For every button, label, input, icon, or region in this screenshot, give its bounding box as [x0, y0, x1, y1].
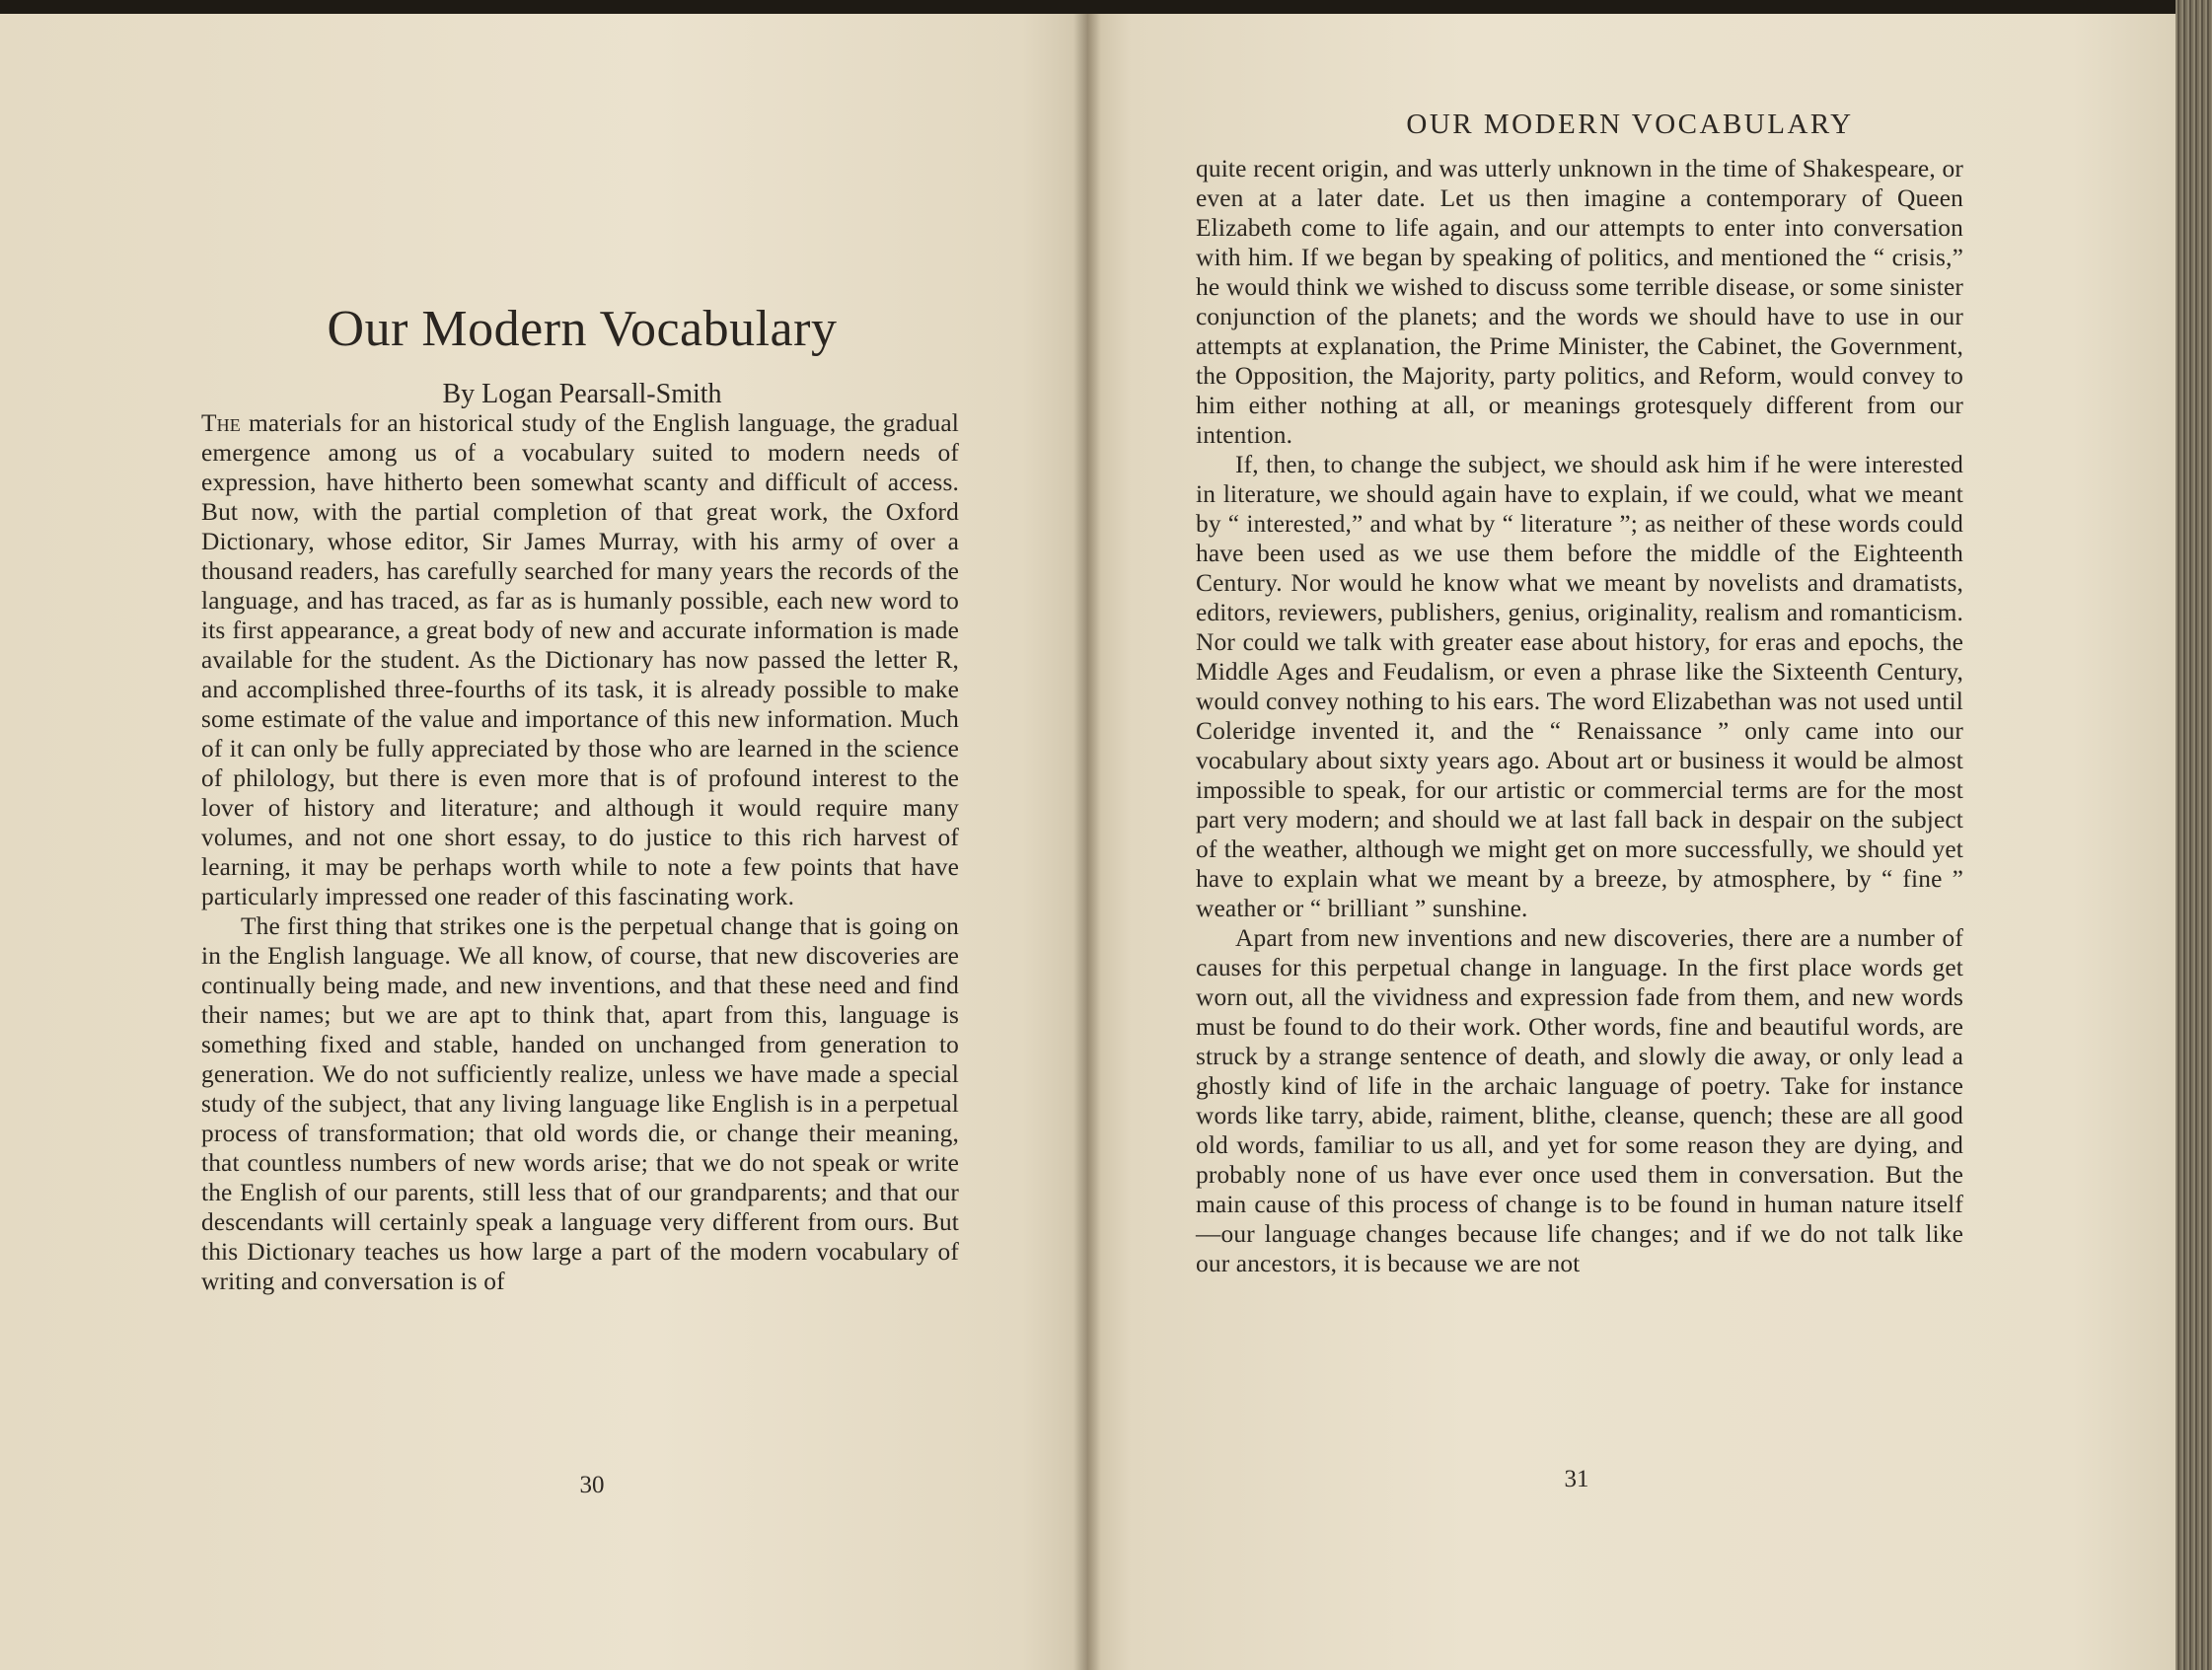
paragraph: Apart from new inventions and new discoveries, there are a number of causes for this perpetual change in language. In the first place words get worn out, all the vividness and expression fade from them, and new words must be found to do their work. Other words, fine and beautiful words, are struck by a strange sentence of death, and slowly die away, or only lead a ghostly kind of life in the archaic language of poetry. Take for instance words like tarry, abide, raiment, blithe, cleanse, quench; these are all good old words, familiar to us all, and yet for some reason they are dying, and probably none of us have ever once used them in conversation. But the main cause of this process of change is to be found in human nature itself—our language changes because life changes; and if we do not talk like our ancestors, it is because we are not — [1196, 924, 1963, 1277]
byline: By Logan Pearsall-Smith — [442, 379, 722, 409]
right-body-text — [1196, 154, 1963, 1278]
drop-lead-word: The — [201, 409, 241, 437]
paragraph: The first thing that strikes one is the perpetual change that is going on in the English language. We all know, of course, that new discoveries are continually being made, and new inventions, and that these need and find their names; but we are apt to think that, apart from this, language is something fixed and stable, handed on unchanged from generation to generation. We do not sufficiently realize, unless we have made a special study of the subject, that any living language like English is in a perpetual process of transformation; that old words die, or change their meaning, that countless numbers of new words arise; that we do not speak or write the English of our parents, still less that of our grandparents; and that our descendants will certainly speak a language very different from ours. But this Dictionary teaches us how large a part of the modern vocabulary of writing and conversation is of — [201, 912, 959, 1295]
paragraph — [201, 408, 959, 911]
page-edges — [2175, 0, 2212, 1670]
right-page — [1087, 14, 2182, 1670]
left-body-text — [201, 408, 959, 1296]
left-page — [0, 14, 1087, 1670]
book-gutter — [1073, 14, 1101, 1670]
paragraph: quite recent origin, and was utterly unknown in the time of Shakespeare, or even at a later date. Let us then imagine a contemporary of Queen Elizabeth come to life again, and our attempts to enter into conversation with him. If we began by speaking of politics, and mentioned the “ crisis,” he would think we wished to discuss some terrible disease, or some sinister conjunction of the planets; and the words we should have to use in our attempts at explanation, the Prime Minister, the Cabinet, the Government, the Opposition, the Majority, party politics, and Reform, would convey to him either nothing at all, or meanings grotesquely different from our intention. — [1196, 155, 1963, 449]
running-head: OUR MODERN VOCABULARY — [1406, 109, 1854, 140]
paragraph: If, then, to change the subject, we should ask him if he were interested in literature, we should again have to explain, if we could, what we meant by “ interested,” and what by “ literature ”; as neither of these words could have been used as we use them before the middle of the Eighteenth Century. Nor would he know what we meant by novelists and dramatists, editors, reviewers, publishers, genius, originality, realism and romanticism. Nor could we talk with greater ease about history, for eras and epochs, the Middle Ages and Feudalism, or even a phrase like the Sixteenth Century, would convey nothing to his ears. The word Elizabethan was not used until Coleridge invented it, and the “ Renaissance ” only came into our vocabulary about sixty years ago. About art or business it would be almost impossible to speak, for our artistic or commercial terms are for the most part very modern; and should we at last fall back in despair on the subject of the weather, although we might get on more successfully, we should yet have to explain what we meant by a breeze, by atmosphere, by “ fine ” weather or “ brilliant ” sunshine. — [1196, 451, 1963, 922]
paragraph-text: materials for an historical study of the English language, the gradual emergence among us of a vocabulary suited to modern needs of expression, have hitherto been somewhat scanty and difficult of access. But now, with the partial completion of that great work, the Oxford Dictionary, whose editor, Sir James Murray, with his army of over a thousand readers, has carefully searched for many years the records of the language, and has traced, as far as is humanly possible, each new word to its first appearance, a great body of new and accurate information is made available for the student. As the Dictionary has now passed the letter R, and accomplished three-fourths of its task, it is already possible to make some estimate of the value and importance of this new information. Much of it can only be fully appreciated by those who are learned in the science of philology, but there is even more that is of profound interest to the lover of history and literature; and although it would require many volumes, and not one short essay, to do justice to this rich harvest of learning, it may be perhaps worth while to note a few points that have particularly impressed one reader of this fascinating work. — [201, 409, 959, 910]
page-number: 30 — [579, 1472, 605, 1498]
page-number: 31 — [1564, 1466, 1589, 1492]
article-title: Our Modern Vocabulary — [327, 301, 838, 357]
